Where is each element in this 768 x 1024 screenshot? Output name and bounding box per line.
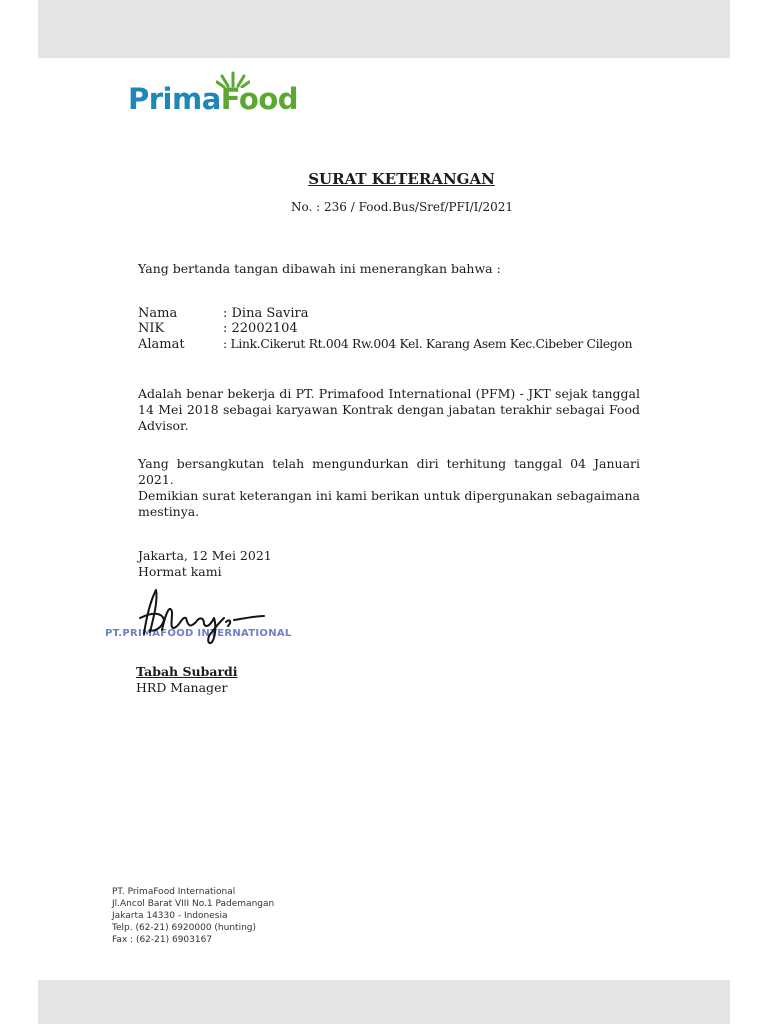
field-label-nik: NIK [138, 321, 165, 336]
field-label-alamat: Alamat [138, 337, 185, 352]
footer-company: PT. PrimaFood International [112, 887, 236, 897]
field-label-nama: Nama [138, 306, 178, 321]
paragraph-resignation: Yang bersangkutan telah mengundurkan diri terhitung tanggal 04 Januari 2021. [138, 456, 640, 487]
logo-prima-text: Prima [128, 82, 221, 116]
field-value-alamat: : Link.Cikerut Rt.004 Rw.004 Kel. Karang Asem Kec.Cibeber Cilegon [223, 337, 633, 351]
intro-text: Yang bertanda tangan dibawah ini menerangkan bahwa : [138, 261, 501, 276]
field-value-nik: : 22002104 [223, 321, 298, 336]
primafood-logo [128, 70, 328, 120]
field-value-nama: : Dina Savira [223, 306, 309, 321]
logo-wordmark [128, 82, 298, 116]
footer-address-line2: Jakarta 14330 - Indonesia [112, 911, 228, 921]
footer-phone: Telp. (62-21) 6920000 (hunting) [112, 923, 256, 933]
bottom-margin-band [38, 980, 730, 1024]
logo-food-text: Food [220, 82, 299, 116]
top-margin-band [38, 0, 730, 58]
letter-title: SURAT KETERANGAN [308, 170, 495, 188]
handwritten-signature [100, 582, 320, 652]
footer-fax: Fax : (62-21) 6903167 [112, 935, 213, 945]
signer-name: Tabah Subardi [136, 664, 238, 679]
paragraph-employment: Adalah benar bekerja di PT. Primafood International (PFM) - JKT sejak tanggal 14 Mei 2018 sebagai karyawan Kontrak dengan jabatan terakhir sebagai Food Advisor. [138, 386, 640, 433]
footer-address-line1: Jl.Ancol Barat VIII No.1 Pademangan [112, 899, 275, 909]
signer-title: HRD Manager [136, 680, 228, 695]
letter-number: No. : 236 / Food.Bus/Sref/PFI/I/2021 [291, 200, 513, 214]
letter-footer [112, 886, 274, 946]
paragraph-closing: Demikian surat keterangan ini kami berikan untuk dipergunakan sebagaimana mestinya. [138, 488, 640, 519]
signature-block [100, 582, 320, 652]
company-stamp: PT.PRIMAFOOD INTERNATIONAL [105, 628, 292, 639]
closing-greeting: Hormat kami [138, 564, 222, 579]
place-date: Jakarta, 12 Mei 2021 [138, 548, 272, 563]
